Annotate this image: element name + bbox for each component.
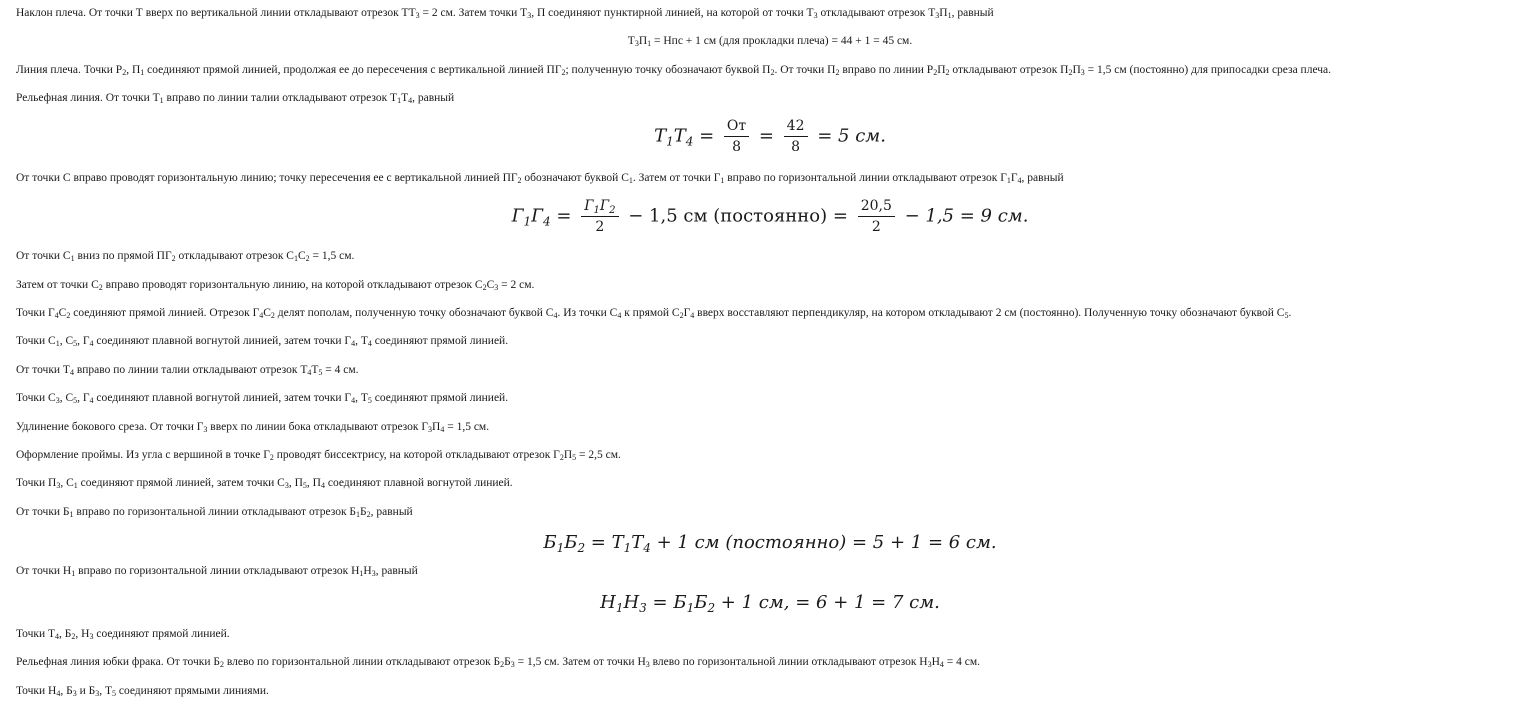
fraction: $\frac{Г_1Г_2}{2}$ xyxy=(581,198,618,235)
formula-b1b2: $Б_1Б_2 = T_1T_4 + 1$ см (постоянно) = 5 + 1 = 6 см. xyxy=(543,532,997,555)
text-line-horizontal-from-c: От точки С вправо проводят горизонтальную линию; точку пересечения ее с вертикальной линией $ПГ_2$ обозначают буквой $С_1$. Затем от точки $Г_1$ вправо по горизонтальной линии откладывают отрезок $Г_1Г_4$, равный xyxy=(16,172,1064,185)
text-line-armhole: Оформление проймы. Из угла с вершиной в точке $Г_2$ проводят биссектрису, на которой откладывают отрезок $Г_2П_5 = 2,5$ см. xyxy=(16,449,621,462)
text-line-t4-right: От точки $Т_4$ вправо по линии талии откладывают отрезок $Т_4Т_5 = 4$ см. xyxy=(16,364,359,377)
text-line-g4c2-perpendicular: Точки $Г_4С_2$ соединяют прямой линией. Отрезок $Г_4С_2$ делят пополам, полученную точку обозначают буквой $С_4$. Из точки $С_4$ к прямой $С_2Г_4$ вверх восставляют перпендикуляр, на котором откладывают 2 см (постоянно). Полученную точку обозначают буквой $С_5$. xyxy=(16,307,1292,320)
formula-t1t4: $T_1T_4$ = $\frac{От}{8}$ = $\frac{42}{8}$ = 5 см. xyxy=(654,118,886,155)
text-line-h4-b3: Точки $Н_4$, $Б_3$ и $Б_3$, $Т_5$ соединяют прямыми линиями. xyxy=(16,685,269,698)
text-line-shoulder-line: Линия плеча. Точки $Р_2$, $П_1$ соединяют прямой линией, продолжая ее до пересечения с вертикальной линией $ПГ_2$; полученную точку обозначают буквой $П_2$. От точки $П_2$ вправо по линии $Р_2П_2$ откладывают отрезок $П_2П_3 = 1,5$ см (постоянно) для припосадки среза плеча. xyxy=(16,64,1332,77)
text-line-p3-c1: Точки $П_3$, $С_1$ соединяют прямой линией, затем точки $С_3$, $П_5$, $П_4$ соединяют плавной вогнутой линией. xyxy=(16,477,513,490)
text-line-t4-b2-h3: Точки $Т_4$, $Б_2$, $Н_3$ соединяют прямой линией. xyxy=(16,628,230,641)
text-line-c1-c5-g4: Точки $С_1$, $С_5$, $Г_4$ соединяют плавной вогнутой линией, затем точки $Г_4$, $Т_4$ соединяют прямой линией. xyxy=(16,335,509,348)
text-line-centered-equation: $Т_3П_1$ = Нпс + 1 см (для прокладки плеча) = 44 + 1 = 45 см. xyxy=(627,35,913,48)
text-line-c3-c5-g4: Точки $С_3$, $С_5$, $Г_4$ соединяют плавной вогнутой линией, затем точки $Г_4$, $Т_5$ соединяют прямой линией. xyxy=(16,392,509,405)
text-line-c1-down: От точки $С_1$ вниз по прямой $ПГ_2$ откладывают отрезок $С_1С_2 = 1,5$ см. xyxy=(16,250,355,263)
text-line-shoulder-slope: Наклон плеча. От точки Т вверх по вертикальной линии откладывают отрезок $ТТ_3 = 2$ см. Затем точки $Т_3$, П соединяют пунктирной линией, на которой от точки $Т_3$ откладывают отрезок $Т_3П_1$, равный xyxy=(16,7,994,20)
fraction: $\frac{42}{8}$ xyxy=(784,118,808,155)
text-line-relief-line: Рельефная линия. От точки $Т_1$ вправо по линии талии откладывают отрезок $Т_1Т_4$, равный xyxy=(16,92,455,105)
fraction: $\frac{От}{8}$ xyxy=(724,118,749,155)
text-line-b1-right: От точки $Б_1$ вправо по горизонтальной линии откладывают отрезок $Б_1Б_2$, равный xyxy=(16,506,413,519)
fraction: $\frac{20,5}{2}$ xyxy=(858,198,895,235)
text-line-h1-right: От точки $Н_1$ вправо по горизонтальной линии откладывают отрезок $Н_1Н_3$, равный xyxy=(16,565,418,578)
text-line-side-extension: Удлинение бокового среза. От точки $Г_3$ вверх по линии бока откладывают отрезок $Г_3П_4 = 1,5$ см. xyxy=(16,421,490,434)
formula-h1h3: $Н_1Н_3 = Б_1Б_2 + 1$ см, = 6 + 1 = 7 см. xyxy=(600,592,940,615)
text-line-tailcoat-skirt: Рельефная линия юбки фрака. От точки $Б_2$ влево по горизонтальной линии откладывают отрезок $Б_2Б_3 = 1,5$ см. Затем от точки $Н_3$ влево по горизонтальной линии откладывают отрезок $Н_3Н_4 = 4$ см. xyxy=(16,656,981,669)
text-line-c2-right: Затем от точки $С_2$ вправо проводят горизонтальную линию, на которой откладывают отрезок $С_2С_3 = 2$ см. xyxy=(16,279,535,292)
formula-g1g4: $Г_1Г_4$ = $\frac{Г_1Г_2}{2}$ − 1,5 см (постоянно) = $\frac{20,5}{2}$ − 1,5 = 9 см. xyxy=(511,198,1029,235)
